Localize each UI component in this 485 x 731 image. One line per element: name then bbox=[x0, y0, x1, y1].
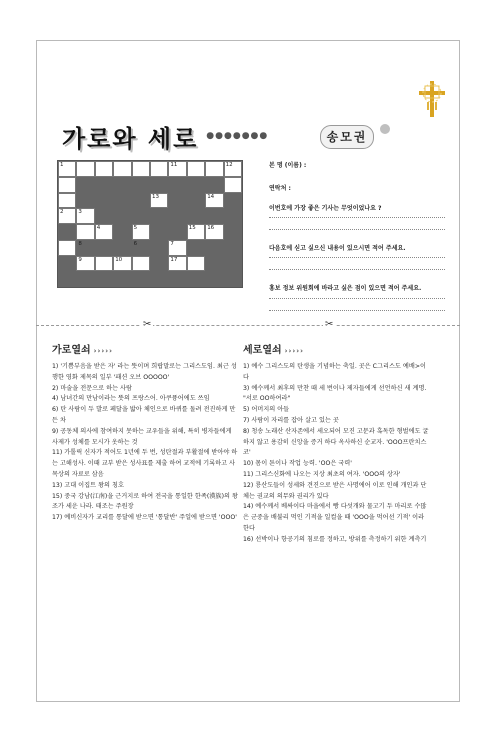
answer-line-3[interactable] bbox=[269, 257, 445, 258]
author-dot bbox=[380, 124, 390, 134]
grid-cell-blocked bbox=[187, 271, 205, 287]
grid-cell-blocked bbox=[187, 193, 205, 209]
grid-cell-blocked bbox=[224, 240, 242, 256]
grid-cell[interactable] bbox=[95, 161, 113, 177]
grid-cell-blocked bbox=[150, 256, 168, 272]
grid-cell[interactable] bbox=[205, 224, 223, 240]
grid-cell-blocked bbox=[95, 240, 113, 256]
grid-cell[interactable] bbox=[95, 224, 113, 240]
grid-cell-blocked bbox=[95, 208, 113, 224]
grid-cell-blocked bbox=[168, 271, 186, 287]
grid-cell[interactable] bbox=[58, 208, 76, 224]
cell-number: 7 bbox=[170, 240, 174, 247]
grid-cell-blocked bbox=[113, 177, 131, 193]
grid-cell[interactable] bbox=[132, 161, 150, 177]
across-clue: 15) 중국 강남(江南)을 근거지로 하여 전국을 통일한 한족(漢族)의 왕조가 세운 나라. 태조는 주원장 bbox=[52, 492, 238, 511]
down-clue: 7) 사람이 자리를 잡아 살고 있는 곳 bbox=[243, 416, 339, 424]
title-text: 가로와 세로 bbox=[62, 124, 199, 153]
grid-cell[interactable] bbox=[95, 256, 113, 272]
grid-cell-blocked bbox=[113, 193, 131, 209]
scissors-icon: ✂ bbox=[325, 319, 334, 330]
grid-cell-blocked bbox=[132, 271, 150, 287]
question-next-issue: 다음호에 싣고 싶으신 내용이 있으시면 적어 주세요. bbox=[269, 245, 406, 252]
down-clue: 10) 몸이 튼이나 작업 능력. 'OO은 국력' bbox=[243, 460, 352, 468]
grid-cell[interactable] bbox=[187, 161, 205, 177]
cell-number: 1 bbox=[60, 162, 64, 168]
grid-cell[interactable] bbox=[224, 161, 242, 177]
grid-cell-blocked bbox=[224, 224, 242, 240]
across-heading bbox=[52, 341, 113, 356]
answer-line-5[interactable] bbox=[269, 298, 445, 299]
scissors-icon: ✂ bbox=[143, 319, 152, 330]
grid-cell-blocked bbox=[95, 193, 113, 209]
cell-number: 11 bbox=[170, 162, 178, 168]
across-clue: 17) 예비신자가 교리를 통달에 받으면 '통달반' 주일에 받으면 'OOO' bbox=[52, 514, 237, 522]
down-arrows: ››››› bbox=[284, 347, 305, 355]
cut-line bbox=[36, 325, 460, 326]
cell-number: 13 bbox=[152, 193, 159, 200]
grid-cell-blocked bbox=[187, 240, 205, 256]
down-clue: 3) 예수께서 최후의 만찬 때 세 번이나 제자들에게 선언하신 새 계명. "서로 OO하여라" bbox=[243, 384, 427, 403]
name-label: 본 명 (이름) : bbox=[269, 162, 307, 169]
across-heading-text: 가로열쇠 bbox=[52, 345, 91, 356]
grid-cell-blocked bbox=[187, 208, 205, 224]
grid-cell[interactable] bbox=[58, 161, 76, 177]
across-arrows: ››››› bbox=[93, 347, 114, 355]
down-clue: 11) 그리스신화에 나오는 지상 최초의 여자. 'OOO의 상자' bbox=[243, 470, 401, 478]
grid-cell-blocked bbox=[205, 177, 223, 193]
grid-cell-blocked bbox=[187, 177, 205, 193]
down-clue: 8) 청송 노래산 산자존에서 세오되어 모진 고문과 혹독한 형벌에도 굴하지 않고 용감히 신앙을 증거 하다 옥사하신 순교자. 'OOO프란치스코' bbox=[243, 427, 429, 457]
down-clue: 1) 예수 그리스도의 탄생을 기념하는 축일. 곳은 C그리스도 예배>이다 bbox=[243, 363, 426, 381]
grid-cell-blocked bbox=[150, 224, 168, 240]
grid-cell-blocked bbox=[205, 271, 223, 287]
contact-label: 연락처 : bbox=[269, 185, 291, 192]
grid-cell[interactable] bbox=[113, 256, 131, 272]
grid-cell[interactable] bbox=[76, 224, 94, 240]
cell-number: 14 bbox=[207, 193, 215, 200]
down-clue: 16) 선박이나 항공기의 침로를 정하고, 방위를 측정하기 위한 계측기 bbox=[243, 535, 427, 543]
grid-cell-blocked bbox=[150, 208, 168, 224]
across-clues bbox=[52, 362, 238, 524]
grid-cell-blocked bbox=[132, 177, 150, 193]
grid-cell[interactable] bbox=[168, 256, 186, 272]
down-heading bbox=[243, 341, 304, 356]
grid-cell-blocked bbox=[205, 240, 223, 256]
across-clue: 11) 가톨릭 신자가 적어도 1년에 두 번, 성탄절과 부활절에 받아야 하는 고해성사. 이때 교부 받은 성사표를 제출 하여 교적에 기록하고 사목상의 자료로 삼음 bbox=[52, 449, 238, 478]
grid-cell-blocked bbox=[76, 271, 94, 287]
cell-number: 12 bbox=[225, 162, 233, 168]
grid-cell[interactable] bbox=[132, 256, 150, 272]
grid-cell[interactable] bbox=[187, 224, 205, 240]
grid-cell[interactable] bbox=[205, 193, 223, 209]
grid-cell-blocked bbox=[150, 271, 168, 287]
down-clues bbox=[243, 362, 429, 546]
cell-number: 16 bbox=[207, 225, 215, 231]
cell-number: 2 bbox=[60, 209, 64, 216]
grid-cell-blocked bbox=[205, 208, 223, 224]
grid-cell[interactable] bbox=[150, 161, 168, 177]
across-clue: 1) '기쁨부음을 받은 자' 라는 뜻이며 희랍말로는 그리스도임. 최근 성행한 영화 제목의 일부 '패션 오브 OOOOO' bbox=[52, 363, 237, 381]
grid-cell[interactable] bbox=[150, 193, 168, 209]
grid-cell[interactable] bbox=[76, 161, 94, 177]
down-heading-text: 세로열쇠 bbox=[243, 345, 282, 356]
grid-cell-blocked bbox=[132, 193, 150, 209]
answer-line-4[interactable] bbox=[269, 269, 445, 270]
grid-cell-blocked bbox=[150, 177, 168, 193]
grid-cell-blocked bbox=[224, 271, 242, 287]
grid-cell-blocked bbox=[150, 240, 168, 256]
cell-number: 10 bbox=[115, 256, 123, 263]
grid-cell-blocked bbox=[95, 177, 113, 193]
grid-cell-blocked bbox=[113, 208, 131, 224]
across-clue: 4) 남녀간의 만남이라는 뜻의 프랑스어. 아쿠퓽어에도 쓰임 bbox=[52, 395, 210, 403]
answer-line-6[interactable] bbox=[269, 310, 445, 311]
grid-cell-blocked bbox=[58, 256, 76, 272]
down-clue: 14) 예수께서 베싸이다 마을에서 빵 다섯개와 물고기 두 마리로 수많은 군중을 배불리 먹인 기적을 일컬을 때 'OOO을 먹어선 기적' 이라 한다 bbox=[243, 503, 427, 532]
cell-number: 3 bbox=[78, 209, 82, 216]
cell-number: 8 bbox=[78, 240, 82, 247]
grid-cell-blocked bbox=[113, 224, 131, 240]
grid-cell-blocked bbox=[95, 271, 113, 287]
grid-cell[interactable] bbox=[224, 177, 242, 193]
down-clue: 12) 룡산도들이 성세와 견진으로 받은 사명에어 이로 인해 개인과 단체는 권교의 의무와 권리가 있다 bbox=[243, 481, 427, 500]
grid-cell-blocked bbox=[76, 240, 94, 256]
grid-cell-blocked bbox=[76, 177, 94, 193]
grid-cell-blocked bbox=[132, 240, 150, 256]
cell-number: 5 bbox=[133, 225, 138, 231]
cell-number: 17 bbox=[170, 256, 178, 263]
grid-cell[interactable] bbox=[76, 256, 94, 272]
puzzle-title bbox=[62, 120, 268, 152]
across-clue: 13) 고대 이집트 왕의 칭호 bbox=[52, 481, 124, 489]
grid-cell-blocked bbox=[224, 208, 242, 224]
grid-cell-blocked bbox=[224, 256, 242, 272]
grid-cell[interactable] bbox=[58, 177, 76, 193]
author-badge: 송모권 bbox=[320, 125, 374, 149]
cell-number: 6 bbox=[133, 240, 138, 247]
across-clue: 2) 마술을 전문으로 하는 사람 bbox=[52, 384, 132, 392]
grid-cell[interactable] bbox=[58, 193, 76, 209]
question-best-article: 이번호에 가장 좋은 기사는 무엇이었나요 ? bbox=[269, 205, 382, 212]
cross-icon bbox=[417, 80, 447, 118]
question-committee: 홍보 정보 위원회에 바라고 싶은 점이 있으면 적어 주세요. bbox=[269, 285, 422, 292]
grid-cell-blocked bbox=[132, 208, 150, 224]
down-clue: 5) 어머지의 아들 bbox=[243, 406, 290, 414]
grid-cell[interactable] bbox=[168, 161, 186, 177]
cell-number: 9 bbox=[78, 256, 82, 263]
across-clue: 6) 탄 사람이 두 발로 페달을 밟아 체인으로 바퀴를 돌려 전진하게 만든 차 bbox=[52, 406, 236, 424]
grid-cell-blocked bbox=[76, 193, 94, 209]
grid-cell-blocked bbox=[168, 193, 186, 209]
cell-number: 4 bbox=[96, 225, 101, 231]
cell-number: 15 bbox=[188, 225, 196, 231]
grid-cell[interactable] bbox=[168, 240, 186, 256]
answer-line-2[interactable] bbox=[269, 229, 445, 230]
grid-cell[interactable] bbox=[58, 240, 76, 256]
grid-cell-blocked bbox=[224, 193, 242, 209]
title-dots: ●●●●●●● bbox=[206, 131, 269, 141]
crossword-grid bbox=[57, 160, 243, 288]
grid-cell[interactable] bbox=[187, 256, 205, 272]
grid-cell[interactable] bbox=[76, 208, 94, 224]
grid-cell-blocked bbox=[205, 256, 223, 272]
grid-cell-blocked bbox=[113, 240, 131, 256]
grid-cell-blocked bbox=[168, 177, 186, 193]
grid-cell-blocked bbox=[168, 208, 186, 224]
across-clue: 9) 공동체 의사에 참여하지 못하는 교우들을 위해, 특히 병자들에게 사제가 성체를 모시가 옷하는 것 bbox=[52, 427, 232, 446]
grid-cell-blocked bbox=[58, 224, 76, 240]
grid-cell[interactable] bbox=[113, 161, 131, 177]
grid-cell[interactable] bbox=[132, 224, 150, 240]
grid-cell-blocked bbox=[58, 271, 76, 287]
grid-cell-blocked bbox=[113, 271, 131, 287]
grid-cell-blocked bbox=[168, 224, 186, 240]
answer-line-1[interactable] bbox=[269, 217, 445, 218]
grid-cell[interactable] bbox=[205, 161, 223, 177]
